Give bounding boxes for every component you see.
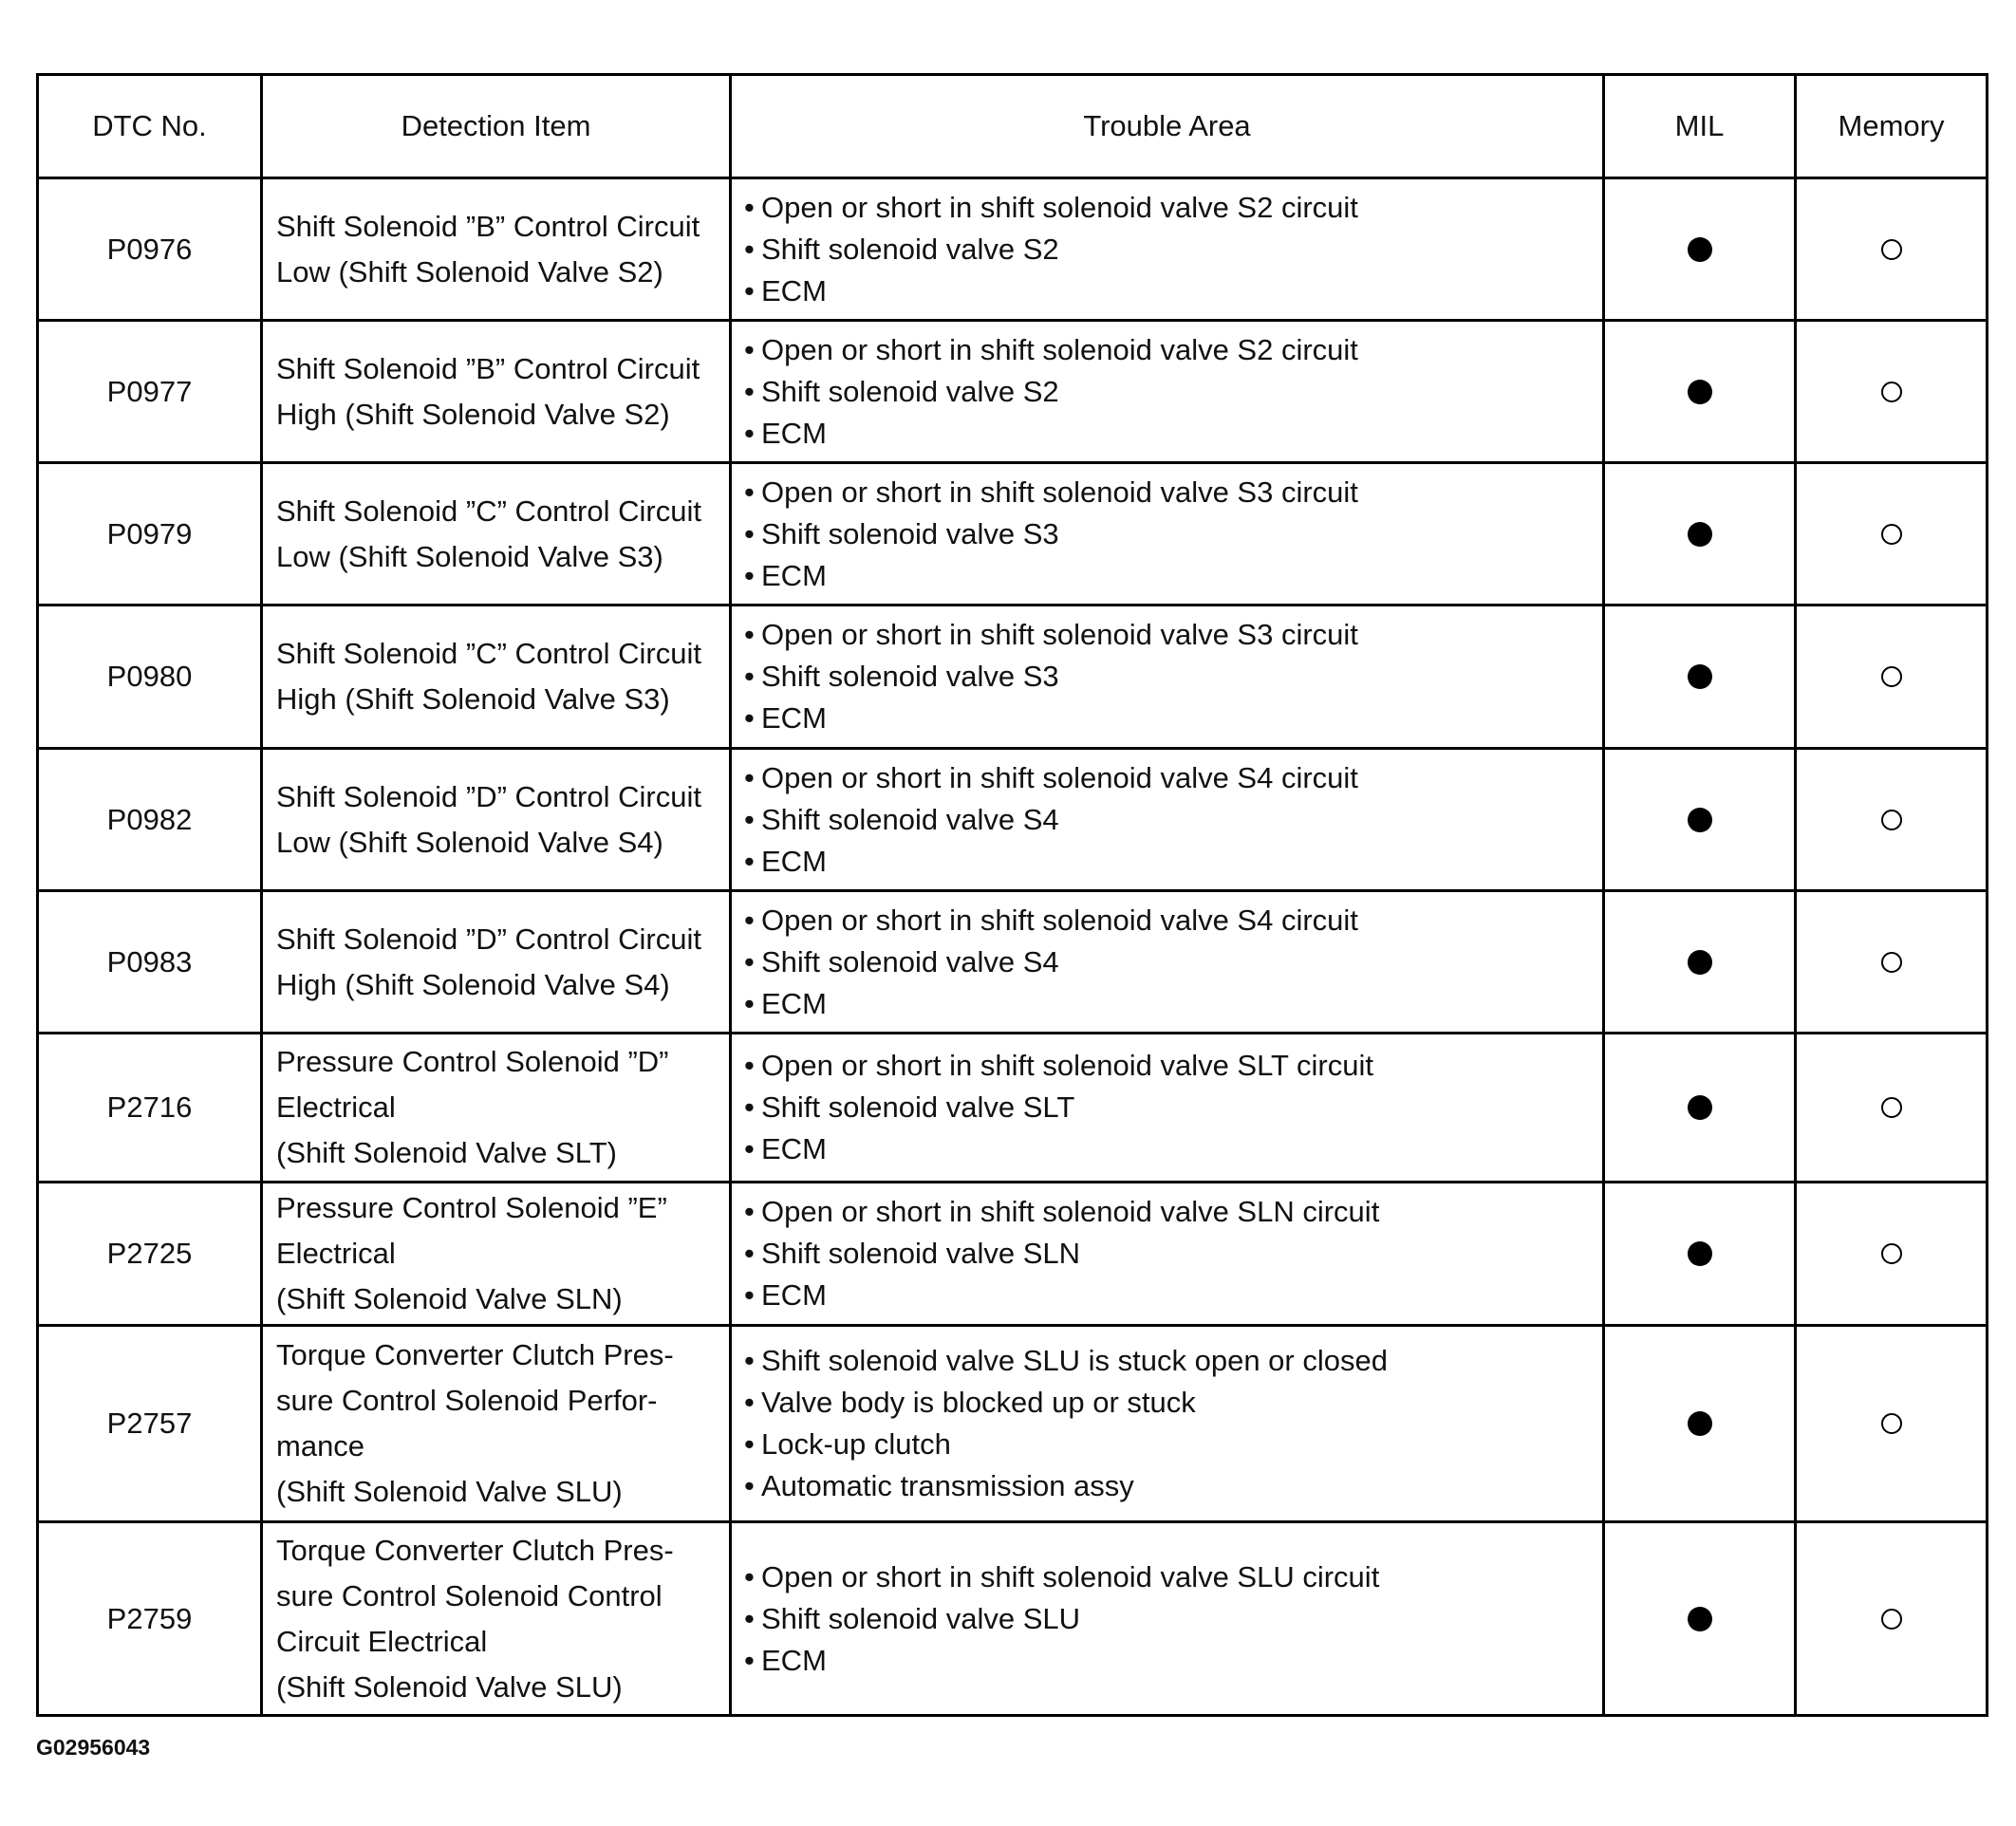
trouble-area bbox=[731, 463, 1604, 606]
empty-circle-icon bbox=[1881, 1413, 1902, 1434]
dtc-code: P0982 bbox=[38, 749, 262, 891]
mil-cell bbox=[1604, 1034, 1796, 1183]
memory-cell bbox=[1796, 321, 1988, 463]
trouble-area-item bbox=[744, 270, 1602, 312]
detection-item bbox=[262, 1522, 731, 1716]
bullet-icon: • bbox=[744, 1469, 755, 1502]
empty-circle-icon bbox=[1881, 1243, 1902, 1264]
bullet-icon: • bbox=[744, 332, 755, 366]
detection-item-line: Torque Converter Clutch Pres- bbox=[276, 1338, 674, 1371]
bullet-icon: • bbox=[744, 701, 755, 735]
detection-item-line: Electrical bbox=[276, 1237, 396, 1270]
trouble-area-item bbox=[744, 472, 1602, 513]
detection-item-line: Electrical bbox=[276, 1090, 396, 1124]
trouble-area-text: ECM bbox=[761, 416, 827, 450]
trouble-area-item bbox=[744, 1382, 1602, 1424]
bullet-icon: • bbox=[744, 660, 755, 693]
bullet-icon: • bbox=[744, 516, 755, 550]
detection-item-line: Circuit Electrical bbox=[276, 1624, 488, 1658]
trouble-area-text: ECM bbox=[761, 844, 827, 878]
trouble-area bbox=[731, 891, 1604, 1034]
trouble-area-item bbox=[744, 371, 1602, 413]
trouble-area-text: ECM bbox=[761, 1278, 827, 1312]
figure-id: G02956043 bbox=[36, 1735, 151, 1760]
dtc-code: P2725 bbox=[38, 1183, 262, 1326]
bullet-icon: • bbox=[744, 273, 755, 307]
bullet-icon: • bbox=[744, 903, 755, 937]
header-memory: Memory bbox=[1796, 75, 1988, 178]
trouble-area-item bbox=[744, 329, 1602, 371]
trouble-area-text: Shift solenoid valve SLN bbox=[761, 1237, 1081, 1270]
trouble-area-text: ECM bbox=[761, 701, 827, 735]
filled-circle-icon bbox=[1688, 664, 1712, 689]
empty-circle-icon bbox=[1881, 666, 1902, 687]
memory-cell bbox=[1796, 1326, 1988, 1522]
table-body bbox=[38, 178, 1988, 1716]
memory-cell bbox=[1796, 178, 1988, 321]
trouble-area-text: ECM bbox=[761, 1643, 827, 1677]
table-row bbox=[38, 606, 1988, 749]
trouble-area-item bbox=[744, 1465, 1602, 1507]
filled-circle-icon bbox=[1688, 1607, 1712, 1631]
dtc-code: P0979 bbox=[38, 463, 262, 606]
dtc-code: P0977 bbox=[38, 321, 262, 463]
bullet-icon: • bbox=[744, 618, 755, 651]
detection-item-line: Shift Solenoid ”C” Control Circuit bbox=[276, 637, 701, 670]
detection-item-line: Pressure Control Solenoid ”D” bbox=[276, 1045, 669, 1078]
bullet-icon: • bbox=[744, 1237, 755, 1270]
trouble-area-item bbox=[744, 1556, 1602, 1598]
header-row bbox=[38, 75, 1988, 178]
trouble-area-text: Open or short in shift solenoid valve SLU circuit bbox=[761, 1559, 1380, 1593]
trouble-area-item bbox=[744, 1087, 1602, 1128]
empty-circle-icon bbox=[1881, 1609, 1902, 1630]
bullet-icon: • bbox=[744, 1643, 755, 1677]
detection-item-line: (Shift Solenoid Valve SLU) bbox=[276, 1475, 623, 1508]
detection-item-line: High (Shift Solenoid Valve S4) bbox=[276, 967, 670, 1001]
detection-item bbox=[262, 321, 731, 463]
bullet-icon: • bbox=[744, 760, 755, 794]
detection-item-line: High (Shift Solenoid Valve S3) bbox=[276, 682, 670, 716]
trouble-area-item bbox=[744, 555, 1602, 597]
empty-circle-icon bbox=[1881, 524, 1902, 545]
empty-circle-icon bbox=[1881, 239, 1902, 260]
mil-cell bbox=[1604, 1326, 1796, 1522]
detection-item bbox=[262, 749, 731, 891]
trouble-area bbox=[731, 178, 1604, 321]
trouble-area-text: ECM bbox=[761, 558, 827, 592]
memory-cell bbox=[1796, 1034, 1988, 1183]
trouble-area bbox=[731, 1522, 1604, 1716]
table-row bbox=[38, 178, 1988, 321]
trouble-area-text: Shift solenoid valve SLU bbox=[761, 1601, 1081, 1635]
trouble-area-item bbox=[744, 513, 1602, 555]
trouble-area-text: ECM bbox=[761, 1132, 827, 1165]
filled-circle-icon bbox=[1688, 808, 1712, 832]
trouble-area-text: Open or short in shift solenoid valve S2 circuit bbox=[761, 332, 1358, 366]
bullet-icon: • bbox=[744, 844, 755, 878]
detection-item-line: (Shift Solenoid Valve SLN) bbox=[276, 1282, 623, 1315]
trouble-area-text: Shift solenoid valve S3 bbox=[761, 516, 1059, 550]
trouble-area-item bbox=[744, 1598, 1602, 1640]
dtc-code: P2716 bbox=[38, 1034, 262, 1183]
table-row bbox=[38, 463, 1988, 606]
detection-item-line: mance bbox=[276, 1429, 365, 1463]
mil-cell bbox=[1604, 1522, 1796, 1716]
trouble-area-item bbox=[744, 1045, 1602, 1087]
trouble-area-item bbox=[744, 1640, 1602, 1682]
detection-item-line: Torque Converter Clutch Pres- bbox=[276, 1533, 674, 1567]
detection-item-line: (Shift Solenoid Valve SLU) bbox=[276, 1669, 623, 1704]
bullet-icon: • bbox=[744, 232, 755, 266]
detection-item-line: Low (Shift Solenoid Valve S2) bbox=[276, 254, 663, 289]
detection-item bbox=[262, 1183, 731, 1326]
bullet-icon: • bbox=[744, 1195, 755, 1228]
bullet-icon: • bbox=[744, 475, 755, 509]
trouble-area-text: Lock-up clutch bbox=[761, 1427, 951, 1461]
filled-circle-icon bbox=[1688, 522, 1712, 547]
memory-cell bbox=[1796, 1522, 1988, 1716]
trouble-area-text: Open or short in shift solenoid valve S3 circuit bbox=[761, 618, 1358, 651]
detection-item bbox=[262, 178, 731, 321]
bullet-icon: • bbox=[744, 190, 755, 224]
filled-circle-icon bbox=[1688, 237, 1712, 262]
table-row bbox=[38, 321, 1988, 463]
filled-circle-icon bbox=[1688, 1095, 1712, 1120]
trouble-area-text: Automatic transmission assy bbox=[761, 1469, 1134, 1502]
header-detection-item: Detection Item bbox=[262, 75, 731, 178]
detection-item-line: High (Shift Solenoid Valve S2) bbox=[276, 397, 670, 431]
mil-cell bbox=[1604, 606, 1796, 749]
bullet-icon: • bbox=[744, 802, 755, 836]
trouble-area-text: Open or short in shift solenoid valve S3 circuit bbox=[761, 475, 1358, 509]
trouble-area-item bbox=[744, 799, 1602, 841]
detection-item-line: Low (Shift Solenoid Valve S3) bbox=[276, 539, 663, 573]
trouble-area-item bbox=[744, 1191, 1602, 1233]
table-row bbox=[38, 1183, 1988, 1326]
table-row bbox=[38, 1522, 1988, 1716]
dtc-code: P0983 bbox=[38, 891, 262, 1034]
trouble-area-text: Shift solenoid valve S3 bbox=[761, 660, 1059, 693]
detection-item bbox=[262, 1034, 731, 1183]
trouble-area-item bbox=[744, 413, 1602, 455]
trouble-area-text: Valve body is blocked up or stuck bbox=[761, 1386, 1196, 1419]
filled-circle-icon bbox=[1688, 1411, 1712, 1436]
dtc-code: P2759 bbox=[38, 1522, 262, 1716]
trouble-area-item bbox=[744, 1275, 1602, 1316]
trouble-area-item bbox=[744, 614, 1602, 656]
trouble-area-text: ECM bbox=[761, 273, 827, 307]
bullet-icon: • bbox=[744, 1278, 755, 1312]
detection-item-line: Pressure Control Solenoid ”E” bbox=[276, 1191, 667, 1224]
trouble-area bbox=[731, 321, 1604, 463]
trouble-area-item bbox=[744, 1424, 1602, 1465]
mil-cell bbox=[1604, 321, 1796, 463]
bullet-icon: • bbox=[744, 1049, 755, 1082]
memory-cell bbox=[1796, 891, 1988, 1034]
trouble-area-text: Open or short in shift solenoid valve SLN circuit bbox=[761, 1195, 1380, 1228]
trouble-area bbox=[731, 1326, 1604, 1522]
trouble-area-text: Open or short in shift solenoid valve S2 circuit bbox=[761, 190, 1358, 224]
table-row bbox=[38, 1034, 1988, 1183]
trouble-area-item bbox=[744, 656, 1602, 698]
detection-item bbox=[262, 606, 731, 749]
trouble-area-item bbox=[744, 229, 1602, 270]
bullet-icon: • bbox=[744, 416, 755, 450]
dtc-code: P2757 bbox=[38, 1326, 262, 1522]
trouble-area bbox=[731, 749, 1604, 891]
detection-item bbox=[262, 463, 731, 606]
trouble-area bbox=[731, 606, 1604, 749]
trouble-area-text: Shift solenoid valve SLU is stuck open or closed bbox=[761, 1344, 1388, 1377]
mil-cell bbox=[1604, 1183, 1796, 1326]
filled-circle-icon bbox=[1688, 950, 1712, 975]
empty-circle-icon bbox=[1881, 1097, 1902, 1118]
memory-cell bbox=[1796, 1183, 1988, 1326]
trouble-area bbox=[731, 1034, 1604, 1183]
header-mil: MIL bbox=[1604, 75, 1796, 178]
trouble-area bbox=[731, 1183, 1604, 1326]
header-dtc-no: DTC No. bbox=[38, 75, 262, 178]
trouble-area-text: Shift solenoid valve S2 bbox=[761, 374, 1059, 408]
detection-item-line: Shift Solenoid ”B” Control Circuit bbox=[276, 209, 700, 243]
trouble-area-text: ECM bbox=[761, 986, 827, 1020]
detection-item-line: Shift Solenoid ”D” Control Circuit bbox=[276, 922, 701, 956]
bullet-icon: • bbox=[744, 1090, 755, 1124]
trouble-area-item bbox=[744, 1233, 1602, 1275]
dtc-code: P0980 bbox=[38, 606, 262, 749]
trouble-area-item bbox=[744, 1128, 1602, 1170]
header-trouble-area: Trouble Area bbox=[731, 75, 1604, 178]
memory-cell bbox=[1796, 749, 1988, 891]
detection-item bbox=[262, 1326, 731, 1522]
empty-circle-icon bbox=[1881, 952, 1902, 973]
trouble-area-text: Shift solenoid valve S2 bbox=[761, 232, 1059, 266]
detection-item-line: Shift Solenoid ”D” Control Circuit bbox=[276, 779, 701, 813]
mil-cell bbox=[1604, 178, 1796, 321]
detection-item-line: Shift Solenoid ”B” Control Circuit bbox=[276, 351, 700, 385]
mil-cell bbox=[1604, 891, 1796, 1034]
memory-cell bbox=[1796, 463, 1988, 606]
bullet-icon: • bbox=[744, 1344, 755, 1377]
trouble-area-item bbox=[744, 698, 1602, 739]
trouble-area-item bbox=[744, 1340, 1602, 1382]
trouble-area-item bbox=[744, 187, 1602, 229]
bullet-icon: • bbox=[744, 1559, 755, 1593]
detection-item-line: Shift Solenoid ”C” Control Circuit bbox=[276, 494, 701, 528]
trouble-area-text: Shift solenoid valve S4 bbox=[761, 802, 1059, 836]
table-row bbox=[38, 1326, 1988, 1522]
bullet-icon: • bbox=[744, 1132, 755, 1165]
detection-item-line: (Shift Solenoid Valve SLT) bbox=[276, 1136, 617, 1169]
bullet-icon: • bbox=[744, 374, 755, 408]
trouble-area-item bbox=[744, 983, 1602, 1025]
bullet-icon: • bbox=[744, 558, 755, 592]
mil-cell bbox=[1604, 463, 1796, 606]
trouble-area-item bbox=[744, 841, 1602, 883]
bullet-icon: • bbox=[744, 986, 755, 1020]
bullet-icon: • bbox=[744, 1601, 755, 1635]
bullet-icon: • bbox=[744, 1386, 755, 1419]
mil-cell bbox=[1604, 749, 1796, 891]
bullet-icon: • bbox=[744, 1427, 755, 1461]
table-row bbox=[38, 891, 1988, 1034]
trouble-area-item bbox=[744, 900, 1602, 941]
detection-item bbox=[262, 891, 731, 1034]
detection-item-line: sure Control Solenoid Control bbox=[276, 1578, 663, 1612]
trouble-area-item bbox=[744, 941, 1602, 983]
dtc-table bbox=[36, 73, 1988, 1717]
trouble-area-text: Open or short in shift solenoid valve S4 circuit bbox=[761, 760, 1358, 794]
filled-circle-icon bbox=[1688, 1241, 1712, 1266]
trouble-area-text: Open or short in shift solenoid valve SLT circuit bbox=[761, 1049, 1373, 1082]
trouble-area-text: Shift solenoid valve SLT bbox=[761, 1090, 1075, 1124]
filled-circle-icon bbox=[1688, 380, 1712, 404]
empty-circle-icon bbox=[1881, 382, 1902, 402]
table-row bbox=[38, 749, 1988, 891]
empty-circle-icon bbox=[1881, 810, 1902, 830]
bullet-icon: • bbox=[744, 944, 755, 978]
dtc-code: P0976 bbox=[38, 178, 262, 321]
detection-item-line: sure Control Solenoid Perfor- bbox=[276, 1384, 658, 1417]
trouble-area-item bbox=[744, 757, 1602, 799]
detection-item-line: Low (Shift Solenoid Valve S4) bbox=[276, 825, 663, 859]
memory-cell bbox=[1796, 606, 1988, 749]
trouble-area-text: Open or short in shift solenoid valve S4 circuit bbox=[761, 903, 1358, 937]
trouble-area-text: Shift solenoid valve S4 bbox=[761, 944, 1059, 978]
